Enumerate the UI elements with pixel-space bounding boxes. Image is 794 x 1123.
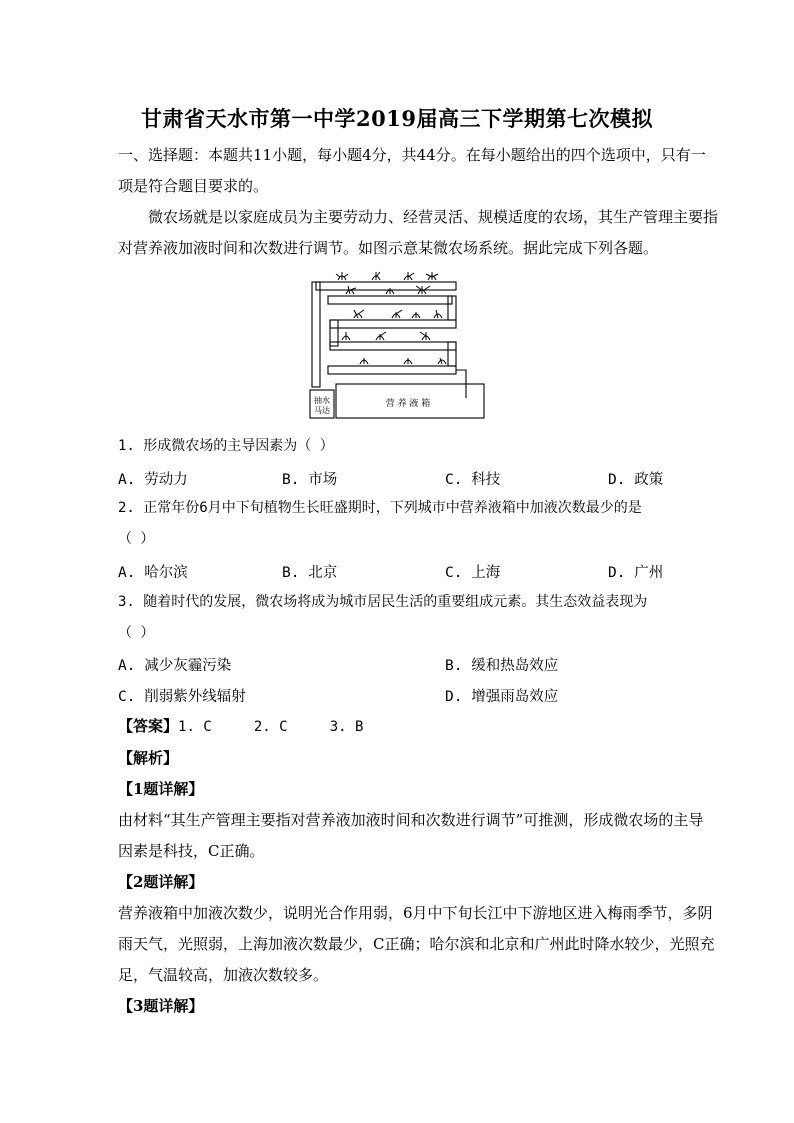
- passage-line-2: 对营养液加液时间和次数进行调节。如图示意某微农场系统。据此完成下列各题。: [118, 239, 659, 257]
- micro-farm-svg: [308, 270, 488, 422]
- analysis-heading: 【解析】: [118, 749, 179, 767]
- question-3-stem: 3. 随着时代的发展，微农场将成为城市居民生活的重要组成元素。其生态效益表现为: [118, 594, 648, 610]
- q2-detail-line-3: 足，气温较高，加液次数较多。: [118, 966, 329, 984]
- section-instruction-line-1: 一、选择题：本题共11小题，每小题4分，共44分。在每小题给出的四个选项中，只有一: [118, 146, 706, 164]
- q2-detail-line-2: 雨天气，光照弱，上海加液次数最少，C正确；哈尔滨和北京和广州此时降水较少，光照充: [118, 935, 715, 953]
- section-instruction-line-2: 项是符合题目要求的。: [118, 177, 269, 195]
- q2-detail-line-1: 营养液箱中加液次数少，说明光合作用弱，6月中下旬长江中下游地区进入梅雨季节，多阴: [118, 904, 713, 922]
- pump-label-2: 马达: [314, 406, 330, 415]
- answer-row: [118, 716, 363, 737]
- q1-option-a: A. 劳动力: [118, 472, 188, 488]
- q3-detail-heading: 【3题详解】: [118, 997, 204, 1015]
- question-3-stem-paren: （ ）: [118, 625, 155, 641]
- q3-option-c: C. 削弱紫外线辐射: [118, 689, 246, 705]
- question-2-stem-paren: （ ）: [118, 531, 155, 547]
- question-1-stem: 1. 形成微农场的主导因素为（ ）: [118, 438, 334, 454]
- q2-option-b: B. 北京: [282, 565, 338, 581]
- micro-farm-diagram: [308, 270, 488, 422]
- question-2-stem: 2. 正常年份6月中下旬植物生长旺盛期时，下列城市中营养液箱中加液次数最少的是: [118, 500, 642, 516]
- page-title: 甘肃省天水市第一中学2019届高三下学期第七次模拟: [141, 106, 653, 131]
- q1-detail-heading: 【1题详解】: [118, 780, 204, 798]
- q2-option-c: C. 上海: [445, 565, 501, 581]
- q2-detail-heading: 【2题详解】: [118, 873, 204, 891]
- q3-option-d: D. 增强雨岛效应: [445, 689, 559, 705]
- q1-detail-line-2: 因素是科技，C正确。: [118, 842, 265, 860]
- passage-line-1: 微农场就是以家庭成员为主要劳动力、经营灵活、规模适度的农场，其生产管理主要指: [148, 208, 719, 226]
- q3-option-b: B. 缓和热岛效应: [445, 658, 559, 674]
- q3-option-a: A. 减少灰霾污染: [118, 658, 232, 674]
- q2-option-d: D. 广州: [608, 565, 664, 581]
- pump-label-1: 抽水: [314, 396, 330, 405]
- answer-text: 1. C 2. C 3. B: [178, 719, 364, 735]
- tank-label: 营 养 液 箱: [385, 399, 431, 409]
- q1-option-b: B. 市场: [282, 472, 338, 488]
- q1-option-c: C. 科技: [445, 472, 501, 488]
- q2-option-a: A. 哈尔滨: [118, 565, 188, 581]
- q1-detail-line-1: 由材料“其生产管理主要指对营养液加液时间和次数进行调节”可推测，形成微农场的主导: [118, 811, 704, 829]
- q1-option-d: D. 政策: [608, 472, 664, 488]
- answer-label: 【答案】: [118, 717, 179, 735]
